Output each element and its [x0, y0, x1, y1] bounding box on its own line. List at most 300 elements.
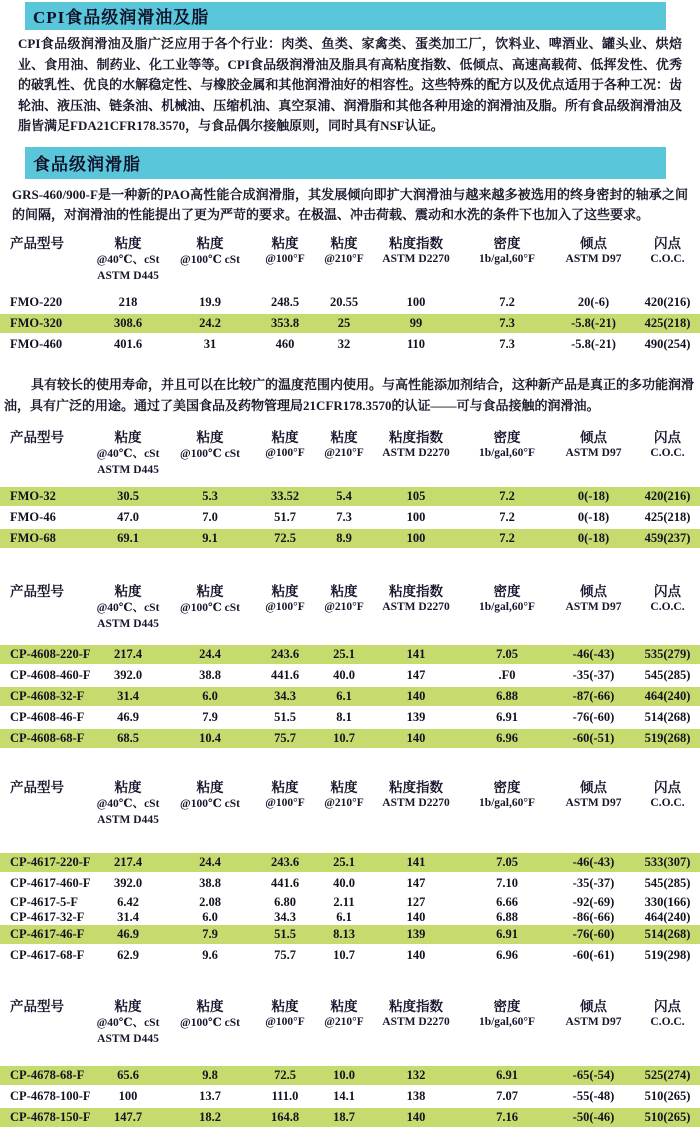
table-cell: 7.9	[202, 709, 218, 724]
table-cell: 138	[406, 1088, 426, 1103]
table-cell: 31.4	[117, 909, 139, 924]
header-col-label: @100°F	[265, 253, 305, 265]
table-cell: 13.7	[199, 1088, 221, 1103]
table-header-line-1	[0, 580, 700, 599]
table-row	[0, 645, 700, 664]
table-cell: 6.80	[274, 894, 296, 909]
table-cell: -76(-60)	[572, 709, 615, 724]
table-cell: 490(254)	[644, 336, 691, 351]
table-cell: 140	[406, 909, 426, 924]
header-col-label: 粘度	[196, 235, 224, 251]
table-cell: 34.3	[274, 909, 296, 924]
header-col-label: @210°F	[324, 601, 364, 613]
header-col-label: 1b/gal,60°F	[478, 797, 536, 809]
table-cell: 10.0	[333, 1067, 355, 1082]
table-row	[0, 529, 700, 548]
table-cell: 68.5	[117, 730, 139, 745]
header-product-label: 产品型号	[10, 779, 64, 795]
header-col-label: ASTM D2270	[382, 601, 450, 613]
header-col-label: 粘度指数	[389, 235, 443, 251]
table-cell: 46.9	[117, 709, 139, 724]
table-cell: 6.1	[336, 909, 352, 924]
header-col-label: 粘度	[330, 429, 358, 445]
header-col-label: 粘度	[114, 779, 142, 795]
table-row	[0, 853, 700, 872]
table-cell: 6.1	[336, 688, 352, 703]
header-col-label: 粘度	[196, 583, 224, 599]
header-col-label: 密度	[493, 235, 521, 251]
product-model: FMO-220	[10, 294, 63, 309]
table-cell: 100	[118, 1088, 138, 1103]
table-cell: 510(265)	[644, 1109, 691, 1124]
table-cell: 46.9	[117, 926, 139, 941]
header-col-label: 1b/gal,60°F	[478, 253, 536, 265]
table-cell: 51.7	[274, 509, 296, 524]
table-cell: 425(218)	[644, 315, 691, 330]
product-model: CP-4608-32-F	[10, 688, 85, 703]
header-col-label: 粘度指数	[389, 998, 443, 1014]
header-col-label: 密度	[493, 779, 521, 795]
product-model: FMO-32	[10, 488, 56, 503]
section-title-bar-grease	[25, 147, 666, 179]
table-row	[0, 729, 700, 748]
table-cell: 9.6	[202, 947, 218, 962]
header-col-label: @40℃、cSt	[96, 602, 160, 614]
header-product-label: 产品型号	[10, 998, 64, 1014]
table-cell: 545(285)	[644, 667, 691, 682]
header-col-label: 粘度	[196, 998, 224, 1014]
table-cell: 140	[406, 947, 426, 962]
table-cell: 7.3	[499, 315, 515, 330]
table-cell: 164.8	[270, 1109, 300, 1124]
section-title-oils: CPI食品级润滑油及脂	[33, 8, 210, 27]
table-cell: 7.9	[202, 926, 218, 941]
table-cell: 7.05	[496, 854, 518, 869]
table-cell: -35(-37)	[572, 667, 615, 682]
table-cell: -92(-69)	[572, 894, 615, 909]
table-cell: 510(265)	[644, 1088, 691, 1103]
table-cell: 7.2	[499, 509, 515, 524]
table-cell: 9.8	[202, 1067, 218, 1082]
table-cell: 460	[275, 336, 295, 351]
spec-table-fmo-heavy	[0, 232, 700, 354]
header-col-label: @210°F	[324, 447, 364, 459]
table-cell: 7.3	[336, 509, 352, 524]
product-model: FMO-68	[10, 530, 56, 545]
table-cell: 525(274)	[644, 1067, 691, 1082]
header-col-label: 粘度指数	[389, 583, 443, 599]
table-cell: 38.8	[199, 875, 221, 890]
table-header-line-3	[0, 1031, 700, 1048]
table-cell: 535(279)	[644, 646, 691, 661]
product-model: CP-4608-46-F	[10, 709, 85, 724]
header-col-label: 倾点	[580, 583, 607, 599]
table-cell: 533(307)	[644, 854, 691, 869]
table-cell: 31.4	[117, 688, 139, 703]
table-cell: 7.0	[202, 509, 218, 524]
table-row	[0, 910, 700, 925]
table-cell: 7.07	[496, 1088, 518, 1103]
table-cell: 330(166)	[644, 894, 691, 909]
table-cell: -46(-43)	[572, 646, 615, 661]
table-cell: 132	[406, 1067, 426, 1082]
table-cell: 6.88	[496, 909, 518, 924]
table-cell: 217.4	[113, 646, 143, 661]
table-cell: 127	[406, 894, 426, 909]
header-col-label: @100°F	[265, 1016, 305, 1028]
product-model: CP-4608-68-F	[10, 730, 85, 745]
header-col-label: ASTM D97	[565, 601, 622, 613]
table-rows	[0, 487, 700, 548]
table-row	[0, 708, 700, 727]
table-cell: 7.05	[496, 646, 518, 661]
header-col-label: ASTM D2270	[382, 447, 450, 459]
table-row	[0, 335, 700, 354]
table-header-line-2	[0, 251, 700, 268]
product-model: CP-4617-68-F	[10, 947, 85, 962]
table-cell: 19.9	[199, 294, 221, 309]
spec-table-fmo-light	[0, 426, 700, 548]
table-header-line-2	[0, 795, 700, 812]
header-col-label: 粘度	[271, 235, 299, 251]
table-cell: 10.7	[333, 730, 355, 745]
table-cell: 47.0	[117, 509, 139, 524]
intro-paragraph: CPI食品级润滑油及脂广泛应用于各个行业：肉类、鱼类、家禽类、蛋类加工厂，饮料业、啤酒业、罐头业、烘焙业、食用油、制药业、化工业等等。CPI食品级润滑油及脂具有高粘度指数、低倾点、高速高载荷、低挥发性、优秀的破乳性、优良的水解稳定性、与橡胶金属和其他润滑油好的相容性。这些特殊的配方以及优点适用于各种工况：齿轮油、液压油、链条油、机械油、压缩机油、真空泵浦、润滑脂和其他各种用途的润滑油及脂。所有食品级润滑油及脂皆满足FDA21CFR178.3570，与食品偶尔接触原则，同时具有NSF认证。	[18, 36, 682, 133]
table-cell: 7.3	[499, 336, 515, 351]
header-col-label: ASTM D97	[565, 797, 622, 809]
table-cell: 100	[406, 530, 426, 545]
table-cell: 7.16	[496, 1109, 518, 1124]
table-cell: 217.4	[113, 854, 143, 869]
header-col-label: 闪点	[654, 429, 681, 445]
table-cell: 308.6	[113, 315, 143, 330]
header-col-label: 密度	[493, 583, 521, 599]
product-model: CP-4678-68-F	[10, 1067, 85, 1082]
table-cell: 14.1	[333, 1088, 355, 1103]
table-cell: 40.0	[333, 875, 355, 890]
table-cell: 5.3	[202, 488, 218, 503]
table-cell: -5.8(-21)	[571, 336, 616, 351]
table-cell: 105	[406, 488, 426, 503]
header-col-label: C.O.C.	[650, 797, 685, 809]
table-cell: -35(-37)	[572, 875, 615, 890]
product-model: CP-4617-46-F	[10, 926, 85, 941]
header-col-label: ASTM D97	[565, 447, 622, 459]
table-cell: 6.0	[202, 688, 218, 703]
table-row	[0, 925, 700, 944]
table-cell: 353.8	[270, 315, 300, 330]
header-col-label: ASTM D445	[97, 1033, 159, 1045]
header-col-label: 粘度指数	[389, 429, 443, 445]
header-col-label: ASTM D445	[97, 814, 159, 826]
header-col-label: 闪点	[654, 235, 681, 251]
header-col-label: 粘度	[271, 779, 299, 795]
table-cell: 40.0	[333, 667, 355, 682]
table-cell: 140	[406, 1109, 426, 1124]
table-cell: 6.66	[496, 894, 518, 909]
table-cell: 7.10	[496, 875, 518, 890]
header-col-label: 闪点	[654, 998, 681, 1014]
table-cell: 464(240)	[644, 909, 691, 924]
header-product-label: 产品型号	[10, 429, 64, 445]
table-cell: 7.2	[499, 530, 515, 545]
table-cell: 72.5	[274, 530, 296, 545]
table-cell: 140	[406, 688, 426, 703]
table-cell: 34.3	[274, 688, 296, 703]
table-row	[0, 1108, 700, 1127]
table-row	[0, 487, 700, 506]
header-col-label: @40℃、cSt	[96, 1017, 160, 1029]
table-cell: 25.1	[333, 646, 355, 661]
table-cell: 140	[406, 730, 426, 745]
table-cell: 441.6	[270, 667, 300, 682]
table-cell: -65(-54)	[572, 1067, 615, 1082]
grease-paragraph: GRS-460/900-F是一种新的PAO高性能合成润滑脂，其发展倾向即扩大润滑油与越来越多被选用的终身密封的轴承之间的间隔，对润滑油的性能提出了更为严苛的要求。在极温、冲击荷载、震动和水洗的条件下也加入了这些要求。	[12, 186, 688, 222]
header-col-label: 闪点	[654, 779, 681, 795]
table-cell: 25.1	[333, 854, 355, 869]
header-col-label: @100℃ cSt	[180, 448, 240, 460]
table-row	[0, 687, 700, 706]
table-cell: 519(268)	[644, 730, 691, 745]
table-cell: 147	[406, 667, 426, 682]
table-cell: 25	[337, 315, 351, 330]
table-cell: 0(-18)	[577, 530, 610, 545]
table-cell: 8.13	[333, 926, 355, 941]
product-model: CP-4608-460-F	[10, 667, 91, 682]
table-cell: 6.42	[117, 894, 139, 909]
table-cell: 6.0	[202, 909, 218, 924]
product-model: CP-4678-100-F	[10, 1088, 91, 1103]
table-cell: -60(-61)	[572, 947, 615, 962]
table-rows	[0, 1066, 700, 1127]
table-cell: 30.5	[117, 488, 139, 503]
table-cell: 33.52	[270, 488, 300, 503]
table-cell: 69.1	[117, 530, 139, 545]
table-cell: 6.91	[496, 1067, 518, 1082]
table-cell: 24.4	[199, 854, 221, 869]
table-cell: 218	[118, 294, 138, 309]
header-col-label: C.O.C.	[650, 447, 685, 459]
table-rows	[0, 853, 700, 965]
header-product-label: 产品型号	[10, 583, 64, 599]
header-col-label: 闪点	[654, 583, 681, 599]
table-cell: -87(-66)	[572, 688, 615, 703]
header-col-label: @100℃ cSt	[180, 602, 240, 614]
table-cell: 18.2	[199, 1109, 221, 1124]
product-model: FMO-46	[10, 509, 56, 524]
table-cell: 8.1	[336, 709, 352, 724]
table-cell: 9.1	[202, 530, 218, 545]
product-model: CP-4617-220-F	[10, 854, 91, 869]
table-header-line-1	[0, 426, 700, 445]
table-cell: 243.6	[270, 646, 300, 661]
table-row	[0, 314, 700, 333]
table-header-line-3	[0, 268, 700, 285]
header-col-label: 倾点	[580, 429, 607, 445]
table-cell: 441.6	[270, 875, 300, 890]
header-col-label: 粘度	[114, 998, 142, 1014]
table-row	[0, 874, 700, 893]
header-col-label: @210°F	[324, 1016, 364, 1028]
header-col-label: ASTM D445	[97, 464, 159, 476]
table-cell: 7.2	[499, 488, 515, 503]
table-cell: -55(-48)	[572, 1088, 615, 1103]
table-cell: 31	[203, 336, 217, 351]
table-cell: 420(216)	[644, 294, 691, 309]
header-col-label: C.O.C.	[650, 1016, 685, 1028]
header-col-label: @210°F	[324, 797, 364, 809]
table-row	[0, 946, 700, 965]
product-model: CP-4678-150-F	[10, 1109, 91, 1124]
table-header-line-1	[0, 995, 700, 1014]
table-cell: -46(-43)	[572, 854, 615, 869]
header-col-label: 1b/gal,60°F	[478, 601, 536, 613]
table-cell: 6.96	[496, 730, 518, 745]
table-cell: 401.6	[113, 336, 143, 351]
table-cell: 248.5	[270, 294, 300, 309]
table-cell: 10.4	[199, 730, 221, 745]
header-col-label: 粘度	[271, 998, 299, 1014]
table-cell: 72.5	[274, 1067, 296, 1082]
table-header-line-2	[0, 599, 700, 616]
header-col-label: 粘度	[196, 779, 224, 795]
header-col-label: 密度	[493, 998, 521, 1014]
product-model: FMO-460	[10, 336, 63, 351]
table-cell: .F0	[498, 667, 516, 682]
table-cell: 110	[406, 336, 426, 351]
table-header-line-2	[0, 1014, 700, 1031]
table-cell: 32	[337, 336, 351, 351]
header-col-label: @100°F	[265, 447, 305, 459]
table-header-line-1	[0, 776, 700, 795]
section-title-grease: 食品级润滑脂	[33, 154, 141, 174]
product-model: CP-4617-460-F	[10, 875, 91, 890]
spec-table-cp4608	[0, 580, 700, 748]
header-col-label: ASTM D445	[97, 270, 159, 282]
table-cell: 6.91	[496, 926, 518, 941]
table-cell: 20.55	[329, 294, 359, 309]
header-col-label: @100°F	[265, 797, 305, 809]
header-col-label: @100℃ cSt	[180, 798, 240, 810]
table-cell: 2.08	[199, 894, 221, 909]
header-col-label: ASTM D97	[565, 253, 622, 265]
table-cell: 139	[406, 926, 426, 941]
header-col-label: @40℃、cSt	[96, 798, 160, 810]
table-cell: 7.2	[499, 294, 515, 309]
product-model: CP-4617-5-F	[10, 894, 79, 909]
header-col-label: 粘度	[330, 779, 358, 795]
table-cell: 99	[409, 315, 423, 330]
table-cell: 62.9	[117, 947, 139, 962]
table-cell: 545(285)	[644, 875, 691, 890]
table-cell: 75.7	[274, 947, 296, 962]
header-col-label: ASTM D2270	[382, 797, 450, 809]
table-cell: 243.6	[270, 854, 300, 869]
table-header-line-3	[0, 616, 700, 633]
header-col-label: @210°F	[324, 253, 364, 265]
table-cell: 392.0	[113, 667, 143, 682]
header-col-label: ASTM D2270	[382, 253, 450, 265]
table-cell: 139	[406, 709, 426, 724]
header-col-label: 粘度	[330, 583, 358, 599]
product-model: CP-4608-220-F	[10, 646, 91, 661]
table-row	[0, 1087, 700, 1106]
table-cell: 464(240)	[644, 688, 691, 703]
table-cell: 6.88	[496, 688, 518, 703]
header-col-label: @100°F	[265, 601, 305, 613]
table-cell: -50(-46)	[572, 1109, 615, 1124]
spec-table-cp4678	[0, 995, 700, 1127]
header-col-label: 粘度	[114, 429, 142, 445]
table-cell: -5.8(-21)	[571, 315, 616, 330]
section-title-bar-oils	[25, 2, 666, 30]
table-cell: 38.8	[199, 667, 221, 682]
table-cell: 147	[406, 875, 426, 890]
table-cell: 111.0	[271, 1088, 299, 1103]
table-cell: 0(-18)	[577, 488, 610, 503]
table-row	[0, 666, 700, 685]
table-cell: 10.7	[333, 947, 355, 962]
header-col-label: 倾点	[580, 779, 607, 795]
header-col-label: ASTM D2270	[382, 1016, 450, 1028]
table-row	[0, 293, 700, 312]
table-cell: 147.7	[113, 1109, 143, 1124]
table-cell: -76(-60)	[572, 926, 615, 941]
header-col-label: 粘度	[114, 583, 142, 599]
table-cell: 6.91	[496, 709, 518, 724]
header-col-label: 倾点	[580, 235, 607, 251]
table-cell: 392.0	[113, 875, 143, 890]
header-col-label: 粘度	[114, 235, 142, 251]
header-col-label: 1b/gal,60°F	[478, 447, 536, 459]
table-row	[0, 1066, 700, 1085]
header-col-label: 粘度	[330, 998, 358, 1014]
table-cell: 5.4	[336, 488, 352, 503]
table-cell: 24.2	[199, 315, 221, 330]
header-col-label: C.O.C.	[650, 601, 685, 613]
table-row	[0, 895, 700, 910]
table-cell: 24.4	[199, 646, 221, 661]
header-col-label: 1b/gal,60°F	[478, 1016, 536, 1028]
header-col-label: 粘度	[330, 235, 358, 251]
table-cell: 8.9	[336, 530, 352, 545]
header-col-label: @40℃、cSt	[96, 448, 160, 460]
table-row	[0, 508, 700, 527]
table-cell: 425(218)	[644, 509, 691, 524]
product-model: FMO-320	[10, 315, 63, 330]
header-col-label: 密度	[493, 429, 521, 445]
header-col-label: ASTM D445	[97, 618, 159, 630]
table-cell: 75.7	[274, 730, 296, 745]
header-col-label: 粘度	[271, 429, 299, 445]
table-cell: 6.96	[496, 947, 518, 962]
product-model: CP-4617-32-F	[10, 909, 85, 924]
header-col-label: @100℃ cSt	[180, 254, 240, 266]
header-col-label: ASTM D97	[565, 1016, 622, 1028]
table-cell: 420(216)	[644, 488, 691, 503]
table-rows	[0, 645, 700, 748]
table-header-line-3	[0, 462, 700, 479]
table-cell: 65.6	[117, 1067, 139, 1082]
table-cell: 141	[406, 854, 426, 869]
table-header-line-3	[0, 812, 700, 829]
header-product-label: 产品型号	[10, 235, 64, 251]
mid-paragraph: 具有较长的使用寿命，并且可以在比较广的温度范围内使用。与高性能添加剂结合，这种新产品是真正的多功能润滑油，具有广泛的用途。通过了美国食品及药物管理局21CFR178.3570的认证——可与食品接触的润滑油。	[4, 376, 695, 413]
header-col-label: @40℃、cSt	[96, 254, 160, 266]
table-cell: 141	[406, 646, 426, 661]
table-cell: 51.5	[274, 926, 296, 941]
table-header-line-2	[0, 445, 700, 462]
